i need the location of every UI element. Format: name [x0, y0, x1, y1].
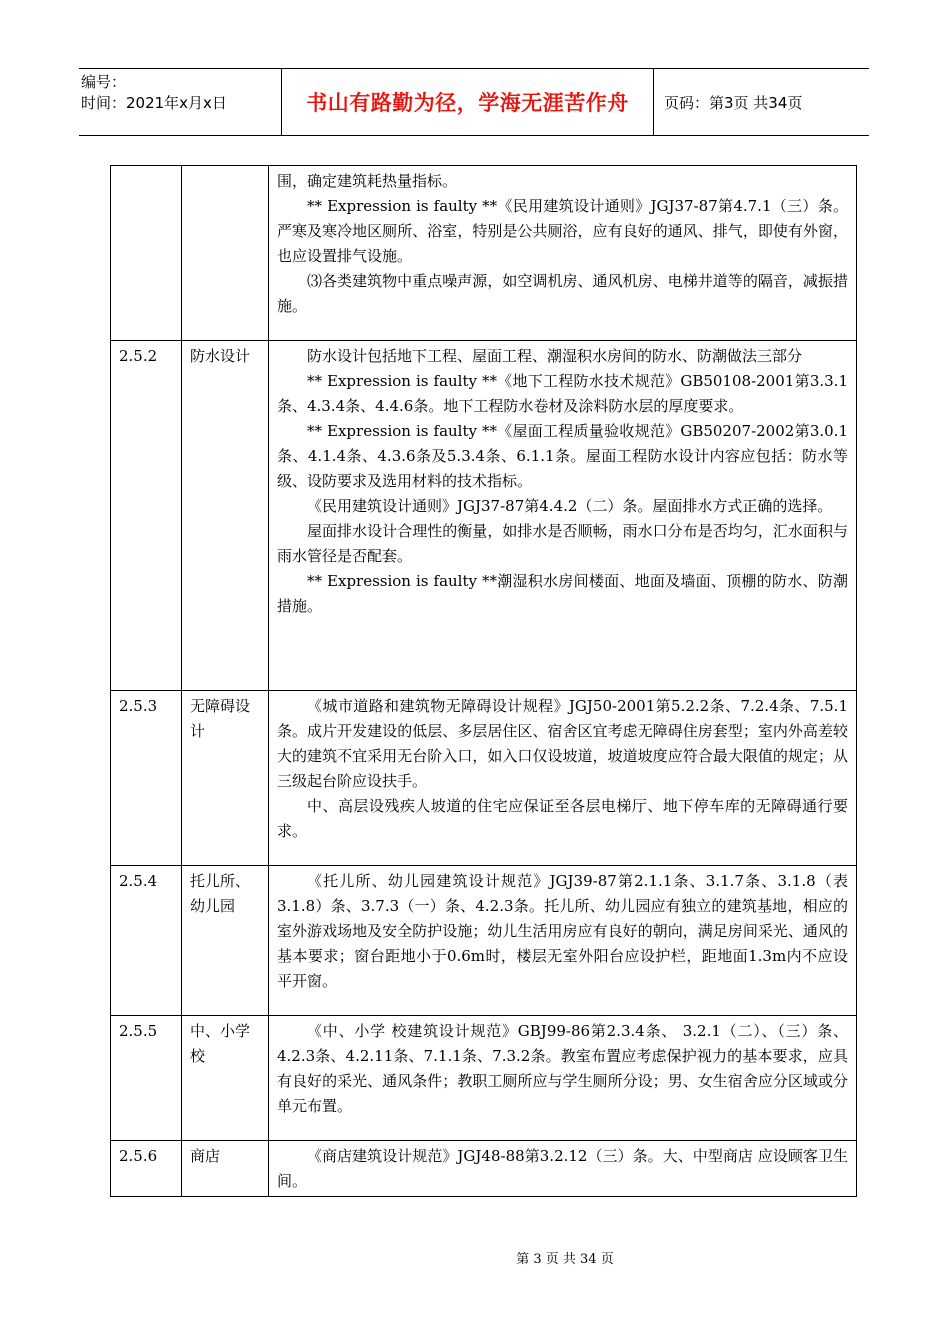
row-number: 2.5.2	[111, 341, 182, 691]
row-body	[269, 691, 857, 866]
table-row	[111, 1141, 857, 1197]
row-paragraph: 《民用建筑设计通则》JGJ37-87第4.4.2（二）条。屋面排水方式正确的选择。	[307, 497, 833, 515]
table-row	[111, 691, 857, 866]
header-page-info: 页码：第3页 共34页	[664, 93, 803, 112]
page-footer	[0, 1248, 950, 1267]
row-title	[182, 166, 269, 341]
table-row	[111, 866, 857, 1016]
header-meta	[79, 69, 281, 135]
row-paragraph: 《托儿所、幼儿园建筑设计规范》JGJ39-87第2.1.1条、3.1.7条、3.1.8（表3.1.8）条、3.7.3（一）条、4.2.3条。托儿所、幼儿园应有独立的建筑基地，相应的室外游戏场地及安全防护设施；幼儿生活用房应有良好的朝向，满足房间采光、通风的基本要求；窗台距地小于0.6m时，楼层无室外阳台应设护栏，距地面1.3m内不应设平开窗。	[277, 872, 848, 990]
row-body	[269, 341, 857, 691]
page-header	[79, 68, 869, 136]
footer-page-number: 第 3 页 共 34 页	[516, 1252, 614, 1267]
header-motto-cell	[281, 69, 654, 135]
content-table	[110, 165, 857, 1197]
row-body	[269, 1141, 857, 1197]
row-number: 2.5.3	[111, 691, 182, 866]
row-paragraph: 《中、小学 校建筑设计规范》GBJ99-86第2.3.4条、 3.2.1（二）、（三）条、4.2.3条、4.2.11条、7.1.1条、7.3.2条。教室布置应考虑保护视力的基本要求，应具有良好的采光、通风条件；教职工厕所应与学生厕所分设；男、女生宿舍应分区域或分单元布置。	[277, 1022, 848, 1115]
row-number: 2.5.5	[111, 1016, 182, 1141]
row-title: 中、小学校	[182, 1016, 269, 1141]
row-paragraph: ** Expression is faulty **《民用建筑设计通则》JGJ37-87第4.7.1（三）条。严寒及寒冷地区厕所、浴室，特别是公共厕浴，应有良好的通风、排气，即使有外窗，也应设置排气设施。	[277, 197, 848, 265]
row-number: 2.5.4	[111, 866, 182, 1016]
header-motto: 书山有路勤为径，学海无涯苦作舟	[306, 91, 629, 115]
document-time-label: 时间：2021年x月x日	[81, 94, 227, 112]
row-paragraph: ** Expression is faulty **《地下工程防水技术规范》GB50108-2001第3.3.1条、4.3.4条、4.4.6条。地下工程防水卷材及涂料防水层的厚度要求。	[277, 372, 848, 415]
row-title: 无障碍设计	[182, 691, 269, 866]
document-number-label: 编号：	[81, 73, 127, 91]
row-number: 2.5.6	[111, 1141, 182, 1197]
row-title: 托儿所、幼儿园	[182, 866, 269, 1016]
row-paragraph: ⑶各类建筑物中重点噪声源，如空调机房、通风机房、电梯井道等的隔音，减振措施。	[277, 272, 848, 315]
table-row	[111, 166, 857, 341]
row-paragraph: 中、高层设残疾人坡道的住宅应保证至各层电梯厅、地下停车库的无障碍通行要求。	[277, 797, 848, 840]
row-paragraph: 围，确定建筑耗热量指标。	[277, 172, 458, 190]
row-body	[269, 1016, 857, 1141]
row-paragraph: ** Expression is faulty **潮湿积水房间楼面、地面及墙面、顶棚的防水、防潮措施。	[277, 572, 848, 615]
row-body	[269, 866, 857, 1016]
row-title: 防水设计	[182, 341, 269, 691]
row-paragraph: 《城市道路和建筑物无障碍设计规程》JGJ50-2001第5.2.2条、7.2.4条、7.5.1条。成片开发建设的低层、多层居住区、宿舍区宜考虑无障碍住房套型；室内外高差较大的建筑不宜采用无台阶入口，如入口仅设坡道，坡道坡度应符合最大限值的规定；从三级起台阶应设扶手。	[277, 697, 848, 790]
row-title: 商店	[182, 1141, 269, 1197]
table-row	[111, 341, 857, 691]
table-row	[111, 1016, 857, 1141]
row-paragraph: 《商店建筑设计规范》JGJ48-88第3.2.12（三）条。大、中型商店 应设顾客卫生间。	[277, 1147, 848, 1190]
row-paragraph: 防水设计包括地下工程、屋面工程、潮湿积水房间的防水、防潮做法三部分	[307, 347, 803, 365]
row-number	[111, 166, 182, 341]
row-paragraph: ** Expression is faulty **《屋面工程质量验收规范》GB50207-2002第3.0.1条、4.1.4条、4.3.6条及5.3.4条、6.1.1条。屋面工程防水设计内容应包括：防水等级、设防要求及选用材料的技术指标。	[277, 422, 848, 490]
row-body	[269, 166, 857, 341]
row-paragraph: 屋面排水设计合理性的衡量，如排水是否顺畅，雨水口分布是否均匀，汇水面积与雨水管径是否配套。	[277, 522, 848, 565]
